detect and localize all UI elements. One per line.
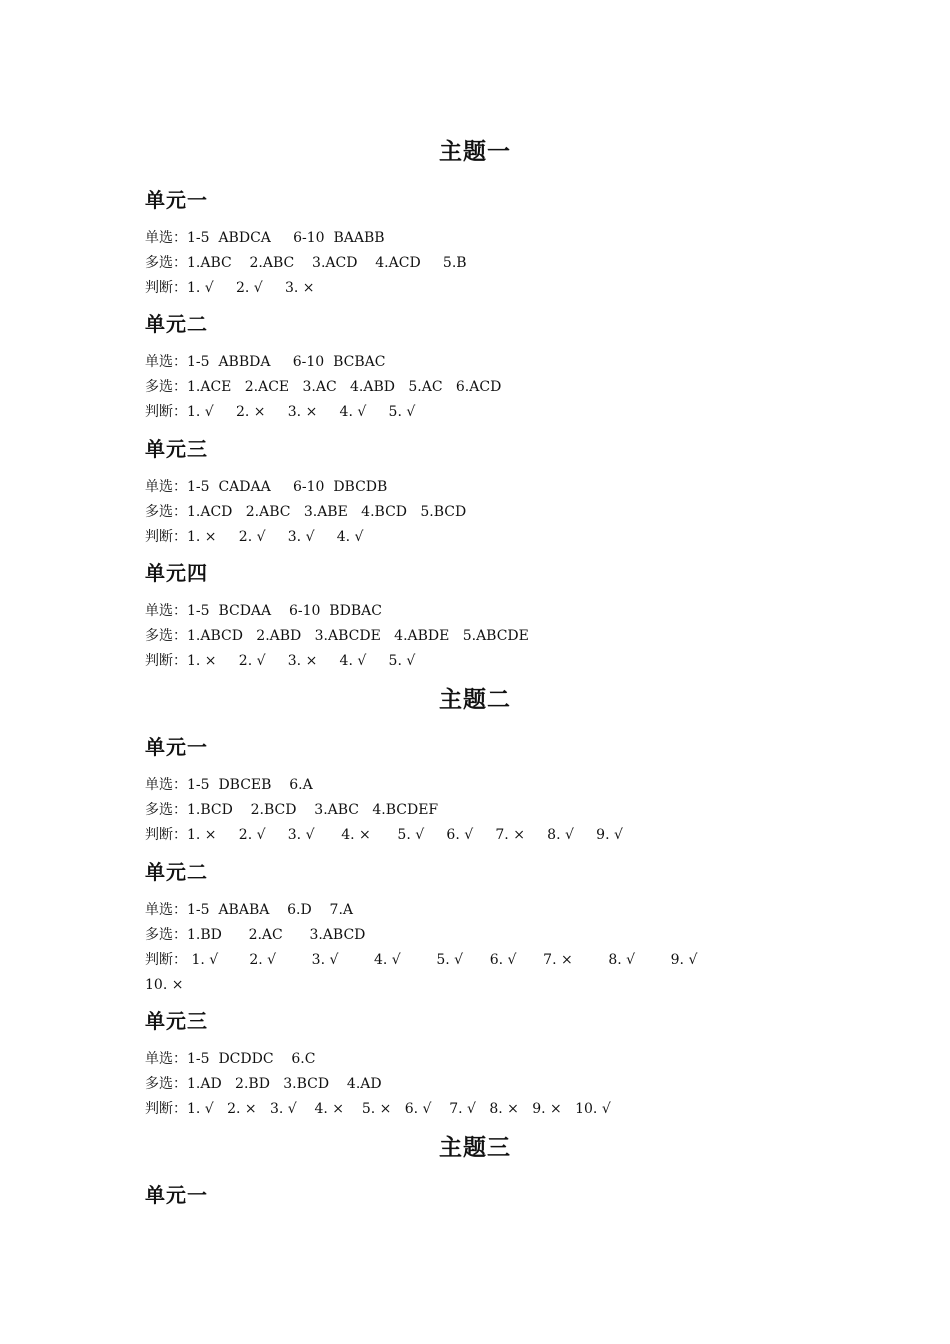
answer-line: 判断：1. × 2. √ 3. × 4. √ 5. √: [145, 653, 416, 669]
answer-line: 单选：1-5 ABDCA 6-10 BAABB: [145, 230, 385, 246]
answer-line: 判断：1. × 2. √ 3. √ 4. × 5. √ 6. √ 7. × 8. √ 9. √: [145, 827, 623, 843]
answer-line: 多选：1.ACD 2.ABC 3.ABE 4.BCD 5.BCD: [145, 504, 467, 520]
answer-line: 判断：1. √ 2. √ 3. ×: [145, 280, 315, 296]
unit-title: 单元三: [145, 1009, 208, 1033]
unit-title: 单元一: [145, 1183, 208, 1207]
unit-title: 单元四: [145, 561, 208, 585]
answer-line: 多选：1.ABCD 2.ABD 3.ABCDE 4.ABDE 5.ABCDE: [145, 628, 529, 644]
answer-line: 单选：1-5 DCDDC 6.C: [145, 1051, 316, 1067]
answer-line: 多选：1.BCD 2.BCD 3.ABC 4.BCDEF: [145, 802, 439, 818]
answer-line: 单选：1-5 CADAA 6-10 DBCDB: [145, 479, 388, 495]
answer-line: 判断： 1. √ 2. √ 3. √ 4. √ 5. √ 6. √ 7. × 8. √ 9. √: [145, 952, 698, 968]
unit-title: 单元二: [145, 860, 208, 884]
topic-title: 主题一: [439, 138, 511, 165]
unit-title: 单元一: [145, 735, 208, 759]
answer-line: 多选：1.BD 2.AC 3.ABCD: [145, 927, 366, 943]
answer-line: 判断：1. √ 2. × 3. × 4. √ 5. √: [145, 404, 416, 420]
answer-line: 多选：1.AD 2.BD 3.BCD 4.AD: [145, 1076, 382, 1092]
answer-line: 10. ×: [145, 977, 184, 993]
answer-line: 单选：1-5 DBCEB 6.A: [145, 777, 313, 793]
answer-line: 多选：1.ABC 2.ABC 3.ACD 4.ACD 5.B: [145, 255, 467, 271]
unit-title: 单元一: [145, 188, 208, 212]
topic-title: 主题三: [439, 1134, 511, 1161]
answer-line: 单选：1-5 BCDAA 6-10 BDBAC: [145, 603, 382, 619]
answer-line: 判断：1. × 2. √ 3. √ 4. √: [145, 529, 364, 545]
unit-title: 单元二: [145, 312, 208, 336]
answer-line: 多选：1.ACE 2.ACE 3.AC 4.ABD 5.AC 6.ACD: [145, 379, 502, 395]
unit-title: 单元三: [145, 437, 208, 461]
topic-title: 主题二: [439, 686, 511, 713]
answer-line: 单选：1-5 ABABA 6.D 7.A: [145, 902, 354, 918]
answer-line: 单选：1-5 ABBDA 6-10 BCBAC: [145, 354, 386, 370]
answer-line: 判断：1. √ 2. × 3. √ 4. × 5. × 6. √ 7. √ 8. × 9. × 10. √: [145, 1101, 611, 1117]
